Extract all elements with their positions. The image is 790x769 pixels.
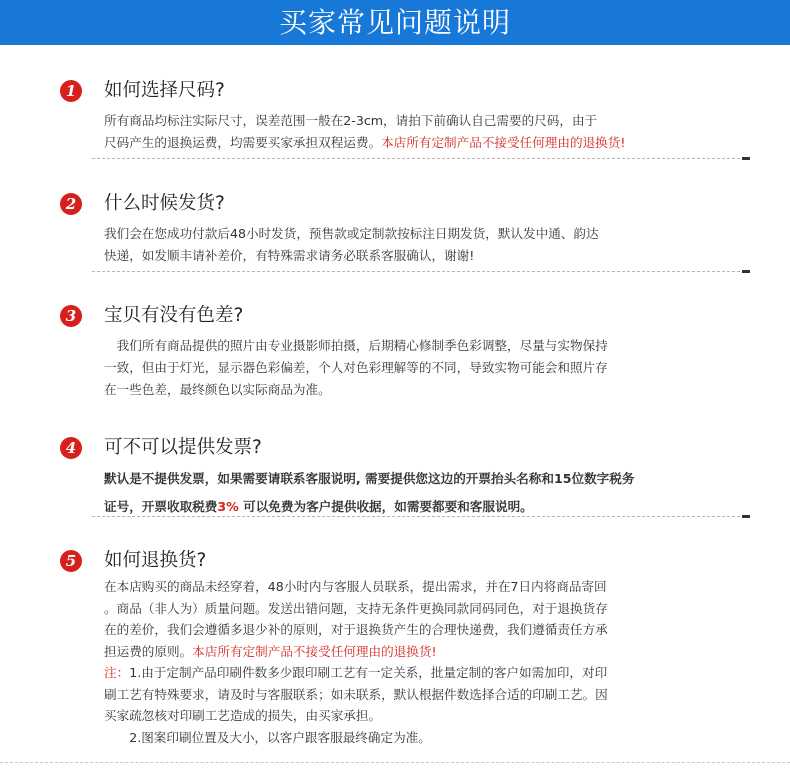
question-title: 如何选择尺码? xyxy=(104,80,225,101)
question-title: 什么时候发货? xyxy=(104,193,225,214)
answer-line: 在的差价，我们会遵循多退少补的原则，对于退换货产生的合理快递费，我们遵循责任方承 xyxy=(104,622,608,637)
number-badge: 3 xyxy=(60,305,82,327)
number-badge: 5 xyxy=(60,550,82,572)
note-label: 注： xyxy=(104,665,130,680)
section-divider xyxy=(92,516,750,517)
no-return-notice: 本店所有定制产品不接受任何理由的退换货! xyxy=(381,135,626,150)
question-title: 宝贝有没有色差? xyxy=(104,305,244,326)
note-line: 买家疏忽核对印刷工艺造成的损失，由买家承担。 xyxy=(104,708,382,723)
answer-text xyxy=(104,576,724,748)
note-line: 注：1.由于定制产品印刷件数多少跟印刷工艺有一定关系，批量定制的客户如需加印，对印 xyxy=(104,665,608,680)
answer-text xyxy=(104,465,724,521)
answer-line: 所有商品均标注实际尺寸，误差范围一般在2-3cm，请拍下前确认自己需要的尺码，由于 xyxy=(104,113,598,128)
answer-text xyxy=(104,110,724,154)
number-badge: 4 xyxy=(60,437,82,459)
tax-rate: 3% xyxy=(217,499,239,514)
answer-line: 默认是不提供发票，如果需要请联系客服说明, 需要提供您这边的开票抬头名称和15位数字税务 xyxy=(104,471,635,486)
answer-text xyxy=(104,335,724,401)
banner-title: 买家常见问题说明 xyxy=(278,6,511,39)
note-line: 刷工艺有特殊要求，请及时与客服联系；如未联系，默认根据件数选择合适的印刷工艺。因 xyxy=(104,686,608,702)
bottom-divider xyxy=(0,762,790,763)
answer-line: 快递，如发顺丰请补差价，有特殊需求请务必联系客服确认，谢谢! xyxy=(104,248,475,263)
section-divider xyxy=(92,158,750,159)
note-line: 2.图案印刷位置及大小，以客户跟客服最终确定为准。 xyxy=(104,729,431,745)
answer-line: 在一些色差，最终颜色以实际商品为准。 xyxy=(104,382,331,397)
page-banner xyxy=(0,0,790,45)
answer-text xyxy=(104,223,724,267)
number-badge: 1 xyxy=(60,80,82,102)
section-divider xyxy=(92,271,750,272)
answer-line: 我们所有商品提供的照片由专业摄影师拍摄，后期精心修制季色彩调整，尽量与实物保持 xyxy=(104,338,608,353)
number-badge: 2 xyxy=(60,193,82,215)
question-title: 可不可以提供发票? xyxy=(104,437,262,458)
answer-line: 一致，但由于灯光，显示器色彩偏差，个人对色彩理解等的不同，导致实物可能会和照片存 xyxy=(104,360,608,375)
question-title: 如何退换货? xyxy=(104,550,207,571)
answer-line: 我们会在您成功付款后48小时发货，预售款或定制款按标注日期发货，默认发中通、韵达 xyxy=(104,226,599,241)
answer-line: 证号，开票收取税费3% 可以免费为客户提供收据，如需要都要和客服说明。 xyxy=(104,499,533,514)
answer-line: 在本店购买的商品未经穿着，48小时内与客服人员联系，提出需求，并在7日内将商品寄回 xyxy=(104,579,607,594)
answer-line: 担运费的原则。本店所有定制产品不接受任何理由的退换货! xyxy=(104,643,437,659)
answer-line: 。商品（非人为）质量问题。发送出错问题，支持无条件更换同款同码同色，对于退换货存 xyxy=(104,600,608,616)
no-return-notice: 本店所有定制产品不接受任何理由的退换货! xyxy=(192,643,437,659)
answer-line: 尺码产生的退换运费，均需要买家承担双程运费。本店所有定制产品不接受任何理由的退换货! xyxy=(104,135,626,150)
